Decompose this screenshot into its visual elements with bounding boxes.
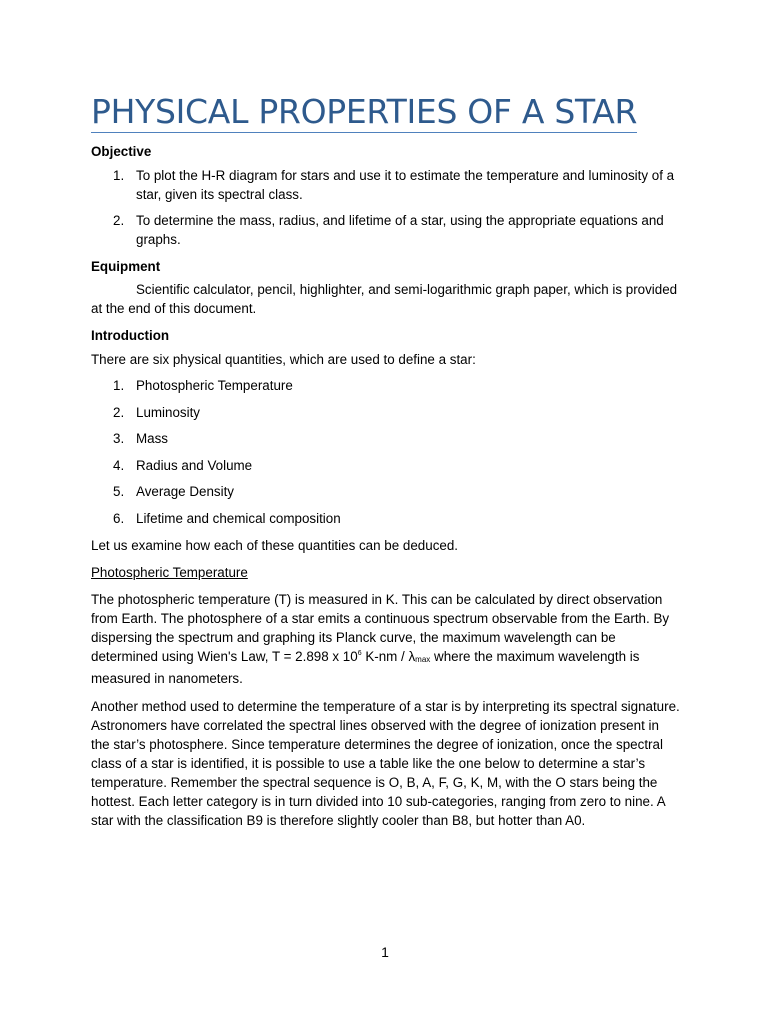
list-text: Lifetime and chemical composition <box>136 510 341 526</box>
list-number: 5. <box>113 484 125 499</box>
list-number: 2. <box>113 213 125 228</box>
introduction-closing: Let us examine how each of these quantities can be deduced. <box>91 538 459 553</box>
list-number: 1. <box>113 378 125 393</box>
objective-heading: Objective <box>91 144 152 159</box>
list-item <box>91 482 681 509</box>
list-item <box>91 166 681 204</box>
equipment-text: Scientific calculator, pencil, highlighter, and semi-logarithmic graph paper, which is provided at the end of this document. <box>91 282 678 316</box>
list-text: To determine the mass, radius, and lifetime of a star, using the appropriate equations and graphs. <box>136 213 664 247</box>
introduction-lead: There are six physical quantities, which are used to define a star: <box>91 352 476 367</box>
introduction-heading: Introduction <box>91 328 170 343</box>
list-text: Radius and Volume <box>136 457 253 473</box>
paragraph-text: where the maximum wavelength is measured in nanometers. <box>91 649 640 686</box>
list-number: 3. <box>113 431 125 446</box>
list-item <box>91 509 681 536</box>
list-text: Photospheric Temperature <box>136 378 293 393</box>
list-item <box>91 211 681 249</box>
list-text: Mass <box>136 431 168 446</box>
list-item <box>91 456 681 483</box>
list-text: To plot the H-R diagram for stars and use it to estimate the temperature and luminosity of a star, given its spectral class. <box>136 168 675 202</box>
equipment-heading: Equipment <box>91 259 161 274</box>
photospheric-heading: Photospheric Temperature <box>91 565 248 580</box>
objective-list <box>91 166 681 249</box>
exponent: 6 <box>357 650 362 657</box>
list-item <box>91 429 681 456</box>
list-number: 2. <box>113 404 125 420</box>
list-text: Average Density <box>136 484 235 499</box>
document-title: PHYSICAL PROPERTIES OF A STAR <box>91 92 638 131</box>
list-text: Luminosity <box>136 404 201 420</box>
photospheric-section <box>91 563 681 830</box>
page-number: 1 <box>381 944 389 960</box>
introduction-section <box>91 326 681 369</box>
objective-section <box>91 142 681 161</box>
subscript: max <box>415 655 431 664</box>
introduction-closing-block <box>91 536 681 555</box>
list-number: 6. <box>113 510 125 526</box>
paragraph-text: K-nm / λ <box>361 649 416 664</box>
photospheric-paragraph-1 <box>91 590 681 688</box>
list-number: 1. <box>113 168 125 183</box>
list-item <box>91 376 681 403</box>
list-item <box>91 403 681 430</box>
paragraph-text: The photospheric temperature (T) is measured in K. This can be calculated by direct observation from Earth. The photosphere of a star emits a continuous spectrum observable from the Earth. By dispersing the spectrum and graphing its Planck curve, the maximum wavelength can be determined using Wien's Law, T = 2.898 x 10 <box>91 592 670 664</box>
equipment-section <box>91 257 681 318</box>
photospheric-paragraph-2: Another method used to determine the temperature of a star is by interpreting its spectral signature. Astronomers have correlated the spectral lines observed with the degree of ionization present in the star’s photosphere. Since temperature determines the degree of ionization, once the spectral class of a star is identified, it is possible to use a table like the one below to determine a star’s temperature. Remember the spectral sequence is O, B, A, F, G, K, M, with the O stars being the hottest. Each letter category is in turn divided into 10 sub-categories, ranging from zero to nine. A star with the classification B9 is therefore slightly cooler than B8, but hotter than A0. <box>91 699 680 828</box>
quantities-list <box>91 376 681 535</box>
list-number: 4. <box>113 457 125 473</box>
